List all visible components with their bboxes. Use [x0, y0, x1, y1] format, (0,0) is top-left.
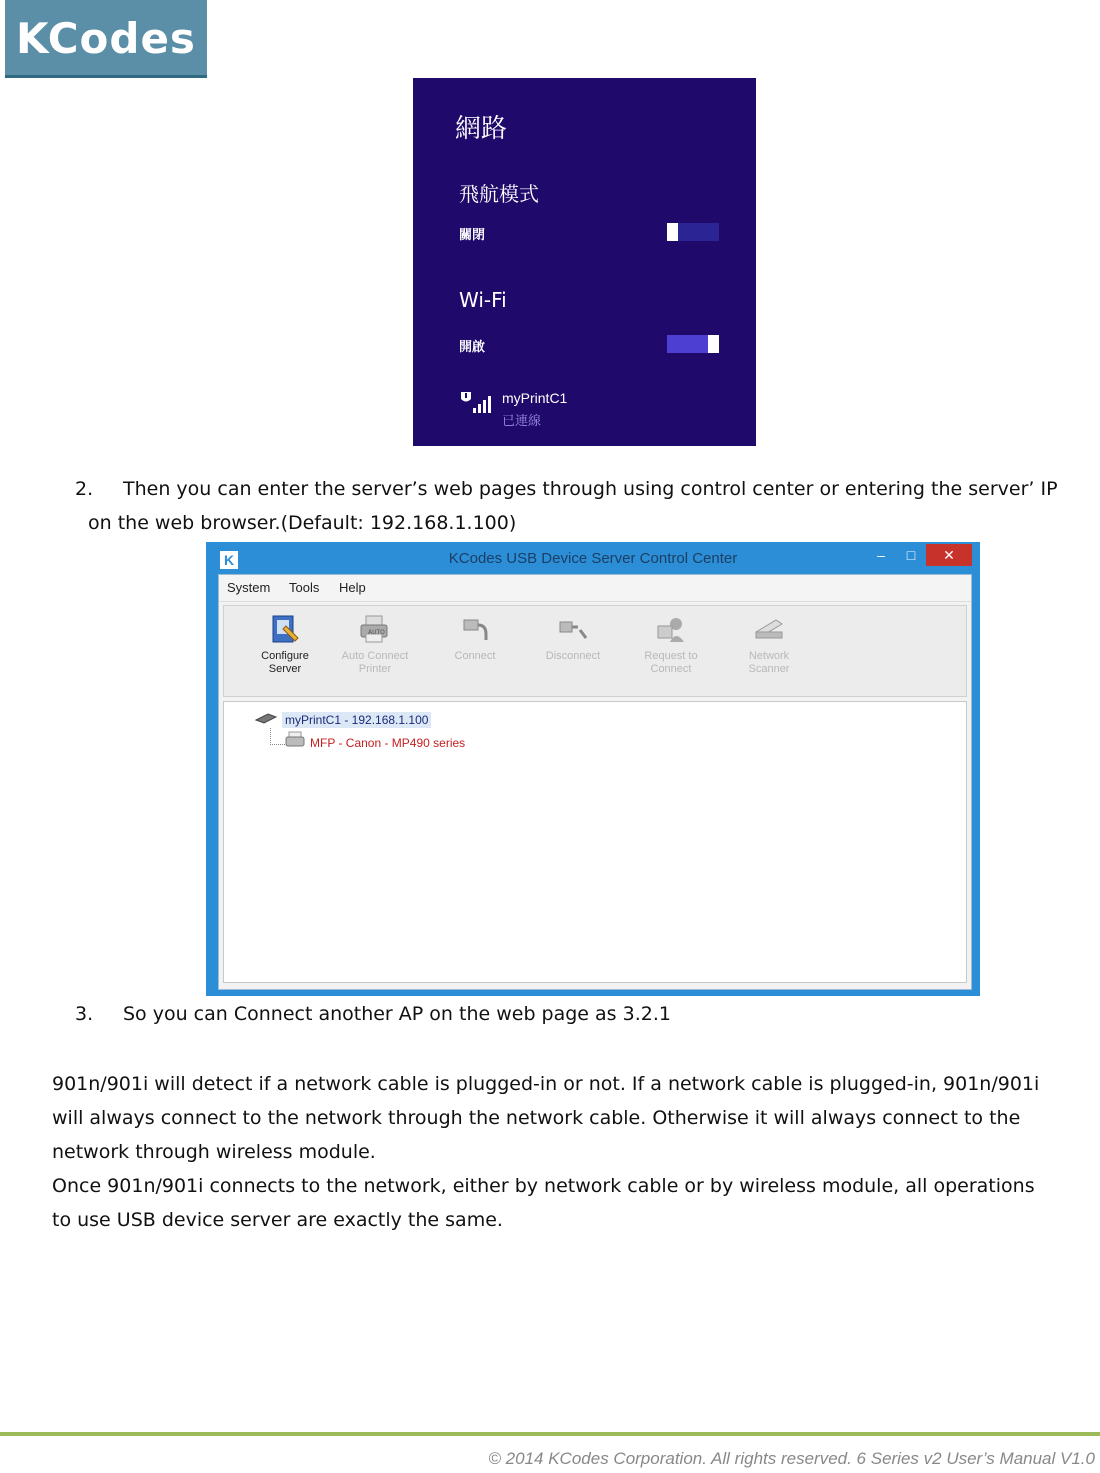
toolbar [223, 605, 967, 697]
maximize-button[interactable]: □ [906, 547, 916, 563]
wifi-signal-icon [459, 390, 491, 414]
step-2-continuation: on the web browser.(Default: 192.168.1.100) [88, 512, 517, 534]
airplane-mode-toggle[interactable] [667, 223, 719, 241]
menu-bar [219, 575, 971, 602]
request-to-connect-button[interactable] [636, 612, 706, 676]
step-3 [75, 1003, 671, 1025]
connect-button[interactable] [440, 612, 510, 663]
tool-label: Auto Connect [341, 650, 409, 662]
request-icon [654, 612, 688, 646]
airplane-mode-state: 關閉 [459, 228, 486, 243]
tool-label: Configure [261, 650, 309, 662]
tool-label: Request to [644, 650, 698, 662]
window-title: KCodes USB Device Server Control Center [448, 550, 738, 567]
minimize-button[interactable]: – [877, 547, 885, 563]
wifi-state: 開啟 [459, 340, 486, 355]
connect-icon [458, 612, 492, 646]
step-number: 2. [75, 478, 94, 500]
device-printer-icon [284, 730, 306, 750]
tool-label: Server [268, 663, 302, 675]
logo-text: KCodes [16, 14, 196, 63]
configure-server-button[interactable] [250, 612, 320, 676]
menu-tools[interactable]: Tools [289, 580, 320, 595]
network-panel-title: 網路 [455, 114, 508, 144]
network-name[interactable]: myPrintC1 [502, 390, 568, 406]
body-line: Once 901n/901i connects to the network, either by network cable or by wireless module, all operations [52, 1175, 1035, 1197]
device-tree [223, 701, 967, 983]
body-line: network through wireless module. [52, 1141, 376, 1163]
tree-server-node[interactable]: myPrintC1 - 192.168.1.100 [282, 712, 431, 728]
step-3-text: So you can Connect another AP on the web page as 3.2.1 [123, 1003, 671, 1025]
disconnect-button[interactable] [538, 612, 608, 663]
network-scanner-button[interactable] [734, 612, 804, 676]
toggle-knob [708, 335, 719, 353]
tool-label: Disconnect [545, 650, 601, 662]
svg-text:AUTO: AUTO [368, 629, 385, 636]
tool-label: Scanner [748, 663, 790, 675]
auto-connect-printer-button[interactable] [340, 612, 410, 676]
airplane-mode-label: 飛航模式 [459, 182, 539, 206]
tool-label: Network [748, 650, 790, 662]
app-icon: K [220, 551, 238, 569]
step-2 [75, 478, 1058, 500]
body-line: to use USB device server are exactly the same. [52, 1209, 503, 1231]
body-paragraph [52, 1067, 1082, 1237]
body-line: 901n/901i will detect if a network cable is plugged-in or not. If a network cable is plugged-in, 901n/901i [52, 1073, 1040, 1095]
tool-label: Connect [454, 650, 496, 662]
body-line: will always connect to the network through the network cable. Otherwise it will always connect to the [52, 1107, 1021, 1129]
configure-icon [268, 612, 302, 646]
window-client-area [218, 574, 972, 990]
tool-label: Connect [650, 663, 692, 675]
tool-label: Printer [358, 663, 392, 675]
wifi-label: Wi-Fi [459, 288, 507, 312]
disconnect-icon [556, 612, 590, 646]
printer-icon [358, 612, 392, 646]
footer-copyright: © 2014 KCodes Corporation. All rights reserved. 6 Series v2 User’s Manual V1.0 [488, 1449, 1095, 1468]
close-button[interactable]: ✕ [926, 544, 972, 566]
wifi-toggle[interactable] [667, 335, 719, 353]
server-icon [254, 712, 278, 726]
tree-device-node[interactable]: MFP - Canon - MP490 series [310, 736, 466, 750]
kcodes-logo [5, 0, 207, 78]
menu-system[interactable]: System [227, 580, 271, 595]
footer-divider [0, 1432, 1100, 1436]
scanner-icon [752, 612, 786, 646]
toggle-knob [667, 223, 678, 241]
step-number: 3. [75, 1003, 94, 1025]
menu-help[interactable]: Help [339, 580, 366, 595]
network-status: 已連線 [502, 413, 542, 428]
step-2-text: Then you can enter the server’s web pages through using control center or entering the server’ IP [123, 478, 1058, 500]
control-center-window [206, 542, 980, 996]
window-controls [866, 544, 972, 566]
network-panel [413, 78, 756, 446]
